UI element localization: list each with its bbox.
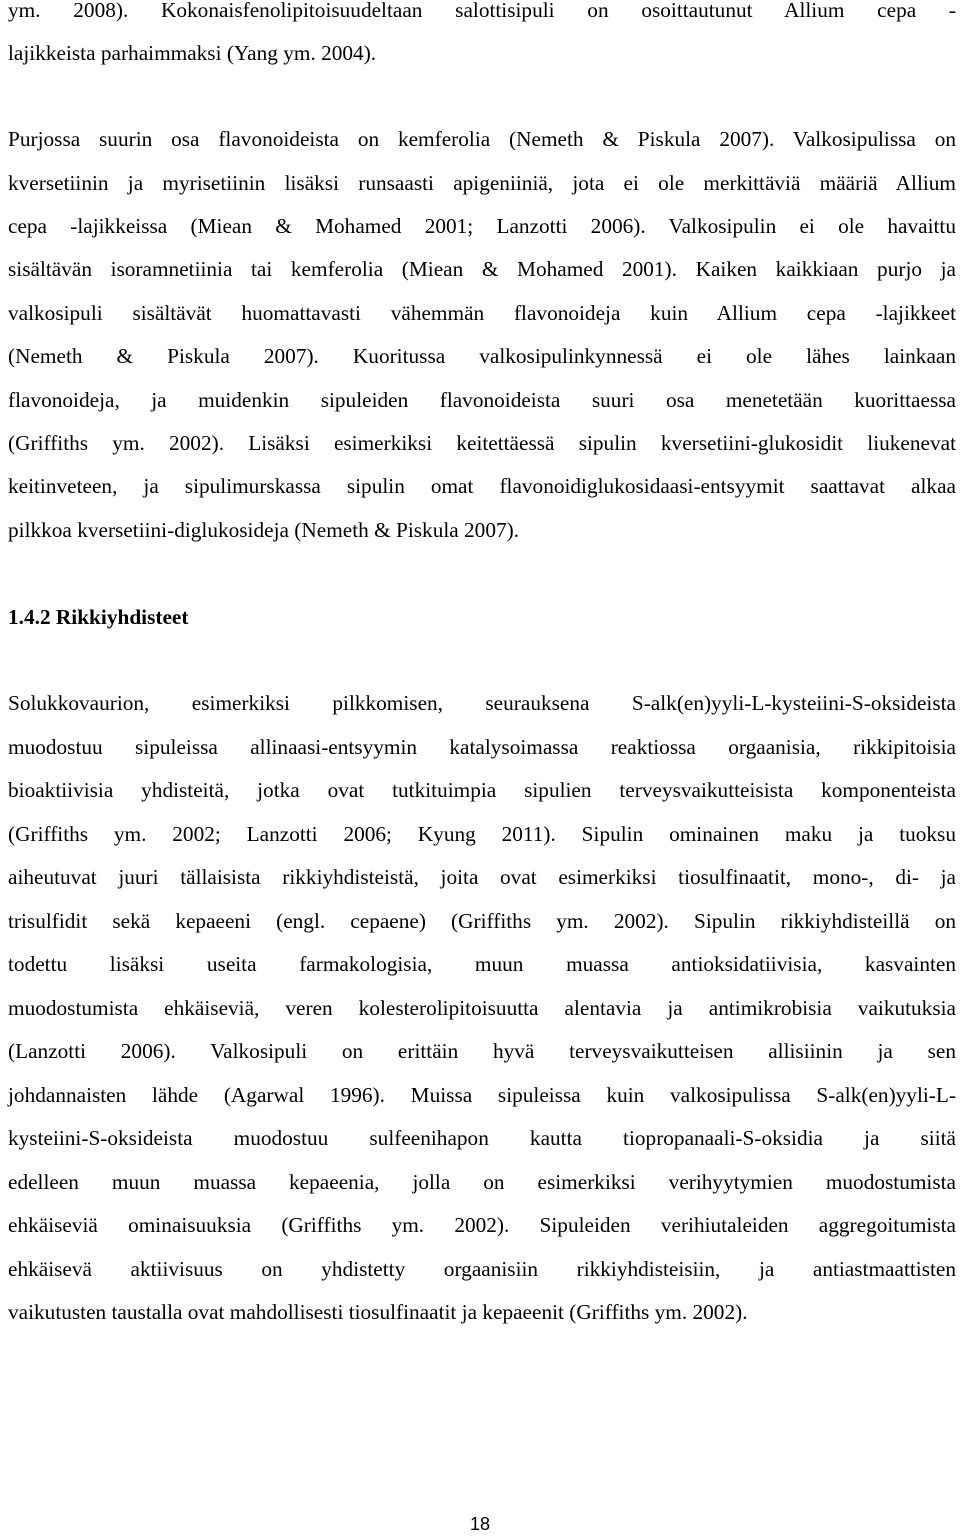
paragraph-3-line: ehkäisevä aktiivisuus on yhdistetty orgaanisiin rikkiyhdisteisiin, ja antiastmaattisten [8, 1257, 956, 1281]
paragraph-2-line: sisältävän isoramnetiinia tai kemferolia (Miean & Mohamed 2001). Kaiken kaikkiaan purjo ja [8, 257, 956, 281]
paragraph-3-line: (Griffiths ym. 2002; Lanzotti 2006; Kyung 2011). Sipulin ominainen maku ja tuoksu [8, 822, 956, 846]
paragraph-2-line: valkosipuli sisältävät huomattavasti vähemmän flavonoideja kuin Allium cepa -lajikkeet [8, 301, 956, 325]
paragraph-2-line: (Griffiths ym. 2002). Lisäksi esimerkiksi keitettäessä sipulin kversetiini-glukosidit liukenevat [8, 431, 956, 455]
paragraph-3-line: bioaktiivisia yhdisteitä, jotka ovat tutkituimpia sipulien terveysvaikutteisista komponenteista [8, 778, 956, 802]
section-heading: 1.4.2 Rikkiyhdisteet [8, 605, 189, 629]
paragraph-2-line: Purjossa suurin osa flavonoideista on kemferolia (Nemeth & Piskula 2007). Valkosipulissa on [8, 127, 956, 151]
paragraph-3-line: kysteiini-S-oksideista muodostuu sulfeenihapon kautta tiopropanaali-S-oksidia ja siitä [8, 1126, 956, 1150]
paragraph-3-line: trisulfidit sekä kepaeeni (engl. cepaene) (Griffiths ym. 2002). Sipulin rikkiyhdisteillä on [8, 909, 956, 933]
paragraph-3-line: johdannaisten lähde (Agarwal 1996). Muissa sipuleissa kuin valkosipulissa S-alk(en)yyli-L- [8, 1083, 956, 1107]
paragraph-2-line: flavonoideja, ja muidenkin sipuleiden flavonoideista suuri osa menetetään kuorittaessa [8, 388, 956, 412]
paragraph-2-line: (Nemeth & Piskula 2007). Kuoritussa valkosipulinkynnessä ei ole lähes lainkaan [8, 344, 956, 368]
paragraph-1-line: lajikkeista parhaimmaksi (Yang ym. 2004). [8, 41, 377, 65]
paragraph-3-line: muodostumista ehkäiseviä, veren kolesterolipitoisuutta alentavia ja antimikrobisia vaikutuksia [8, 996, 956, 1020]
paragraph-2-line: pilkkoa kversetiini-diglukosideja (Nemeth & Piskula 2007). [8, 518, 520, 542]
paragraph-3-line: edelleen muun muassa kepaeenia, jolla on esimerkiksi verihyytymien muodostumista [8, 1170, 956, 1194]
paragraph-3-line: vaikutusten taustalla ovat mahdollisesti tiosulfinaatit ja kepaeenit (Griffiths ym. 2002). [8, 1300, 748, 1324]
paragraph-3-line: (Lanzotti 2006). Valkosipuli on erittäin hyvä terveysvaikutteisen allisiinin ja sen [8, 1039, 956, 1063]
paragraph-3-line: aiheutuvat juuri tällaisista rikkiyhdisteistä, joita ovat esimerkiksi tiosulfinaatit, mono-, di- ja [8, 865, 956, 889]
page-number: 18 [469, 1514, 491, 1534]
paragraph-3-line: todettu lisäksi useita farmakologisia, muun muassa antioksidatiivisia, kasvainten [8, 952, 956, 976]
paragraph-2-line: keitinveteen, ja sipulimurskassa sipulin omat flavonoidiglukosidaasi-entsyymit saattavat alkaa [8, 474, 956, 498]
paragraph-3-line: Solukkovaurion, esimerkiksi pilkkomisen, seurauksena S-alk(en)yyli-L-kysteiini-S-oksideista [8, 691, 956, 715]
paragraph-3-line: muodostuu sipuleissa allinaasi-entsyymin katalysoimassa reaktiossa orgaanisia, rikkipitoisia [8, 735, 956, 759]
paragraph-1-line: ym. 2008). Kokonaisfenolipitoisuudeltaan salottisipuli on osoittautunut Allium cepa - [8, 0, 956, 22]
paragraph-2-line: cepa -lajikkeissa (Miean & Mohamed 2001; Lanzotti 2006). Valkosipulin ei ole havaittu [8, 214, 956, 238]
paragraph-3-line: ehkäiseviä ominaisuuksia (Griffiths ym. 2002). Sipuleiden verihiutaleiden aggregoitumista [8, 1213, 956, 1237]
paragraph-2-line: kversetiinin ja myrisetiinin lisäksi runsaasti apigeniiniä, jota ei ole merkittäviä määriä Allium [8, 171, 956, 195]
